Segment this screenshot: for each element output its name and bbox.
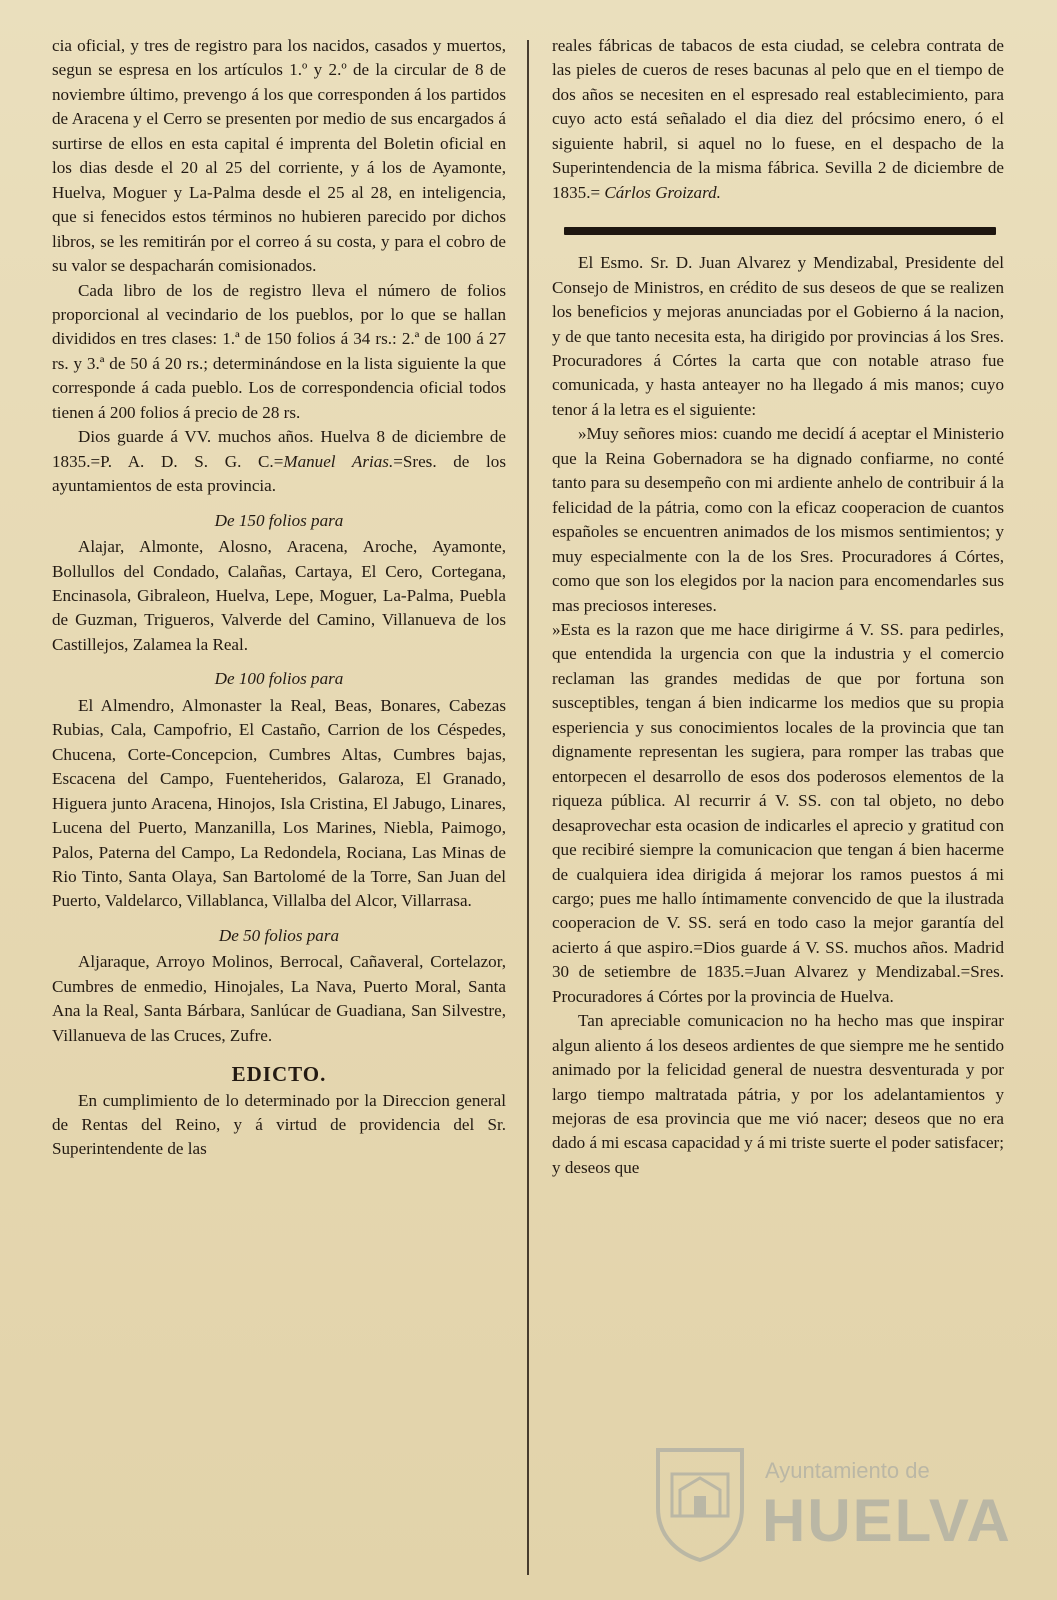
edicto-text: En cumplimiento de lo determinado por la Direccion general de Rentas del Reino, y á virtud de providencia del Sr. Superintendente de las — [52, 1090, 506, 1159]
heading-50-folios: De 50 folios para — [218, 925, 340, 945]
watermark — [650, 1430, 1012, 1580]
left-paragraph-2: Cada libro de los de registro lleva el número de folios proporcional al vecindario de los pueblos, por lo que se hallan divididos en tres clases: 1.ª de 150 folios á 34 rs.: 2.ª de 100 á 27 rs. y 3.ª de 50 á 20 rs.; determinándose en la lista siguiente la que corresponde á cada pueblo. Los de correspondencia oficial todos tienen á 200 folios á precio de 28 rs. — [52, 280, 506, 422]
closing-text: Dios guarde á VV. muchos años. Huelva 8 de diciembre de 1835.=P. A. D. S. G. C.= — [52, 427, 506, 471]
watermark-line-1: Ayuntamiento de — [765, 1458, 930, 1483]
left-column — [52, 34, 506, 1162]
left-closing — [52, 425, 506, 498]
watermark-line-2: HUELVA — [762, 1487, 1012, 1554]
signer-name: Manuel Arias. — [283, 451, 394, 471]
letter-paragraph-2: »Esta es la razon que me hace dirigirme á V. SS. para pedirles, que entendida la urgencia con que la industria y el comercio reclaman las grandes medidas de que por fortuna son susceptibles, tengan á bien indicarme los medios que su propia esperiencia y sus conocimientos locales de la provincia que tan dignamente representan les sugiera, para romper las trabas que entorpecen el desarrollo de esos dos poderosos elementos de la riqueza pública. Al recurrir á V. SS. con tal objeto, no debo desaprovechar esta ocasion de indicarles el aprecio y gratitud con que recibiré siempre la comunicacion que tengan á bien hacerme de cualquiera idea dirigida á mejorar los ramos puestos á mi cargo; pues me hallo íntimamente convencido de que la ilustrada cooperacion de V. SS. será en todo caso la mejor garantía del acierto á que aspiro.=Dios guarde á V. SS. muchos años. Madrid 30 de setiembre de 1835.=Juan Alvarez y Mendizabal.=Sres. Procuradores á Córtes por la provincia de Huelva. — [552, 619, 1004, 1006]
list-150-folios: Alajar, Almonte, Alosno, Aracena, Aroche, Ayamonte, Bollullos del Condado, Calañas, Cartaya, El Cero, Cortegana, Encinasola, Gibraleon, Huelva, Lepe, Moguer, La-Palma, Puebla de Guzman, Trigueros, Valverde del Camino, Villanueva de los Castillejos, Zalamea la Real. — [52, 537, 506, 654]
right-paragraph-2: El Esmo. Sr. D. Juan Alvarez y Mendizabal, Presidente del Consejo de Ministros, en crédito de sus deseos de que se realizen los beneficios y mejoras anunciadas por el Gobierno á la nacion, y de que tanto necesita esta, ha dirigido por provincias á los Sres. Procuradores á Córtes la carta que con notable atraso fue comunicada, y hasta anteayer no ha llegado á mis manos; cuyo tenor á la letra es el siguiente: — [552, 253, 1004, 419]
letter-paragraph-1: »Muy señores mios: cuando me decidí á aceptar el Ministerio que la Reina Gobernadora se ha dignado confiarme, no conté tanto para su desempeño con mi ardiente anhelo de contribuir á la felicidad de la pátria, como con la eficaz cooperacion de cuantos españoles se encuentren animados de los mismos sentimientos; y muy especialmente con la de los Sres. Procuradores á Córtes, como que son los elegidos por la nacion para encomendarles sus mas preciosos intereses. — [552, 424, 1004, 615]
list-100-folios: El Almendro, Almonaster la Real, Beas, Bonares, Cabezas Rubias, Cala, Campofrio, El Castaño, Carrion de los Céspedes, Chucena, Corte-Concepcion, Cumbres Altas, Cumbres bajas, Escacena del Campo, Fuenteheridos, Galaroza, El Granado, Higuera junto Aracena, Hinojos, Isla Cristina, El Jabugo, Linares, Lucena del Puerto, Manzanilla, Los Marines, Niebla, Paimogo, Palos, Paterna del Campo, La Redondela, Rociana, Las Minas de Rio Tinto, Santa Olaya, San Bartolomé de la Torre, San Juan del Puerto, Valdelarco, Villablanca, Villalba del Alcor, Villarrasa. — [52, 695, 506, 911]
heading-100-folios: De 100 folios para — [214, 669, 344, 689]
section-rule — [564, 227, 996, 235]
edicto-title: EDICTO. — [231, 1062, 327, 1087]
column-divider — [527, 40, 529, 1575]
right-paragraph-1 — [552, 34, 1004, 205]
right-column — [552, 34, 1004, 1180]
shield-icon — [650, 1444, 750, 1564]
right-paragraph-3: Tan apreciable comunicacion no ha hecho mas que inspirar algun aliento á los deseos ardientes de que siempre me he sentido animado por la felicidad general de nuestra desventurada y por largo tiempo maltratada pátria, y por los adelantamientos y mejoras de esa provincia que me vió nacer; deseos que no era dado á mi escasa capacidad y á mi triste suerte el poder satisfacer; y deseos que — [552, 1011, 1004, 1177]
heading-150-folios: De 150 folios para — [214, 510, 344, 530]
right-signer: Cárlos Groizard. — [604, 182, 721, 202]
left-paragraph-1: cia oficial, y tres de registro para los nacidos, casados y muertos, segun se espresa en los artículos 1.º y 2.º de la circular de 8 de noviembre último, prevengo á los que corresponden á los partidos de Aracena y el Cerro se presenten por medio de sus encargados á surtirse de ellos en esta capital é imprenta del Boletin oficial en los dias desde el 20 al 25 del corriente, y á los de Ayamonte, Huelva, Moguer y La-Palma desde el 25 al 28, en inteligencia, que si fenecidos estos términos no hubieren parecido por dichos libros, se les remitirán por el correo á su costa, y para el cobro de su valor se despacharán comisionados. — [52, 36, 506, 276]
list-50-folios: Aljaraque, Arroyo Molinos, Berrocal, Cañaveral, Cortelazor, Cumbres de enmedio, Hinojales, La Nava, Puerto Moral, Santa Ana la Real, Santa Bárbara, Sanlúcar de Guadiana, San Silvestre, Villanueva de las Cruces, Zufre. — [52, 952, 506, 1045]
contract-text: reales fábricas de tabacos de esta ciudad, se celebra contrata de las pieles de cueros de reses bacunas al pelo que en el tiempo de dos años se necesiten en el espresado real establecimiento, para cuyo acto está señalado el dia diez del prócsimo enero, ó el siguiente habril, si aquel no lo fuese, en el despacho de la Superintendencia de la misma fábrica. Sevilla 2 de diciembre de 1835.= — [552, 36, 1004, 202]
closing-address: =Sres. de los ayuntamientos de esta provincia. — [52, 451, 507, 496]
